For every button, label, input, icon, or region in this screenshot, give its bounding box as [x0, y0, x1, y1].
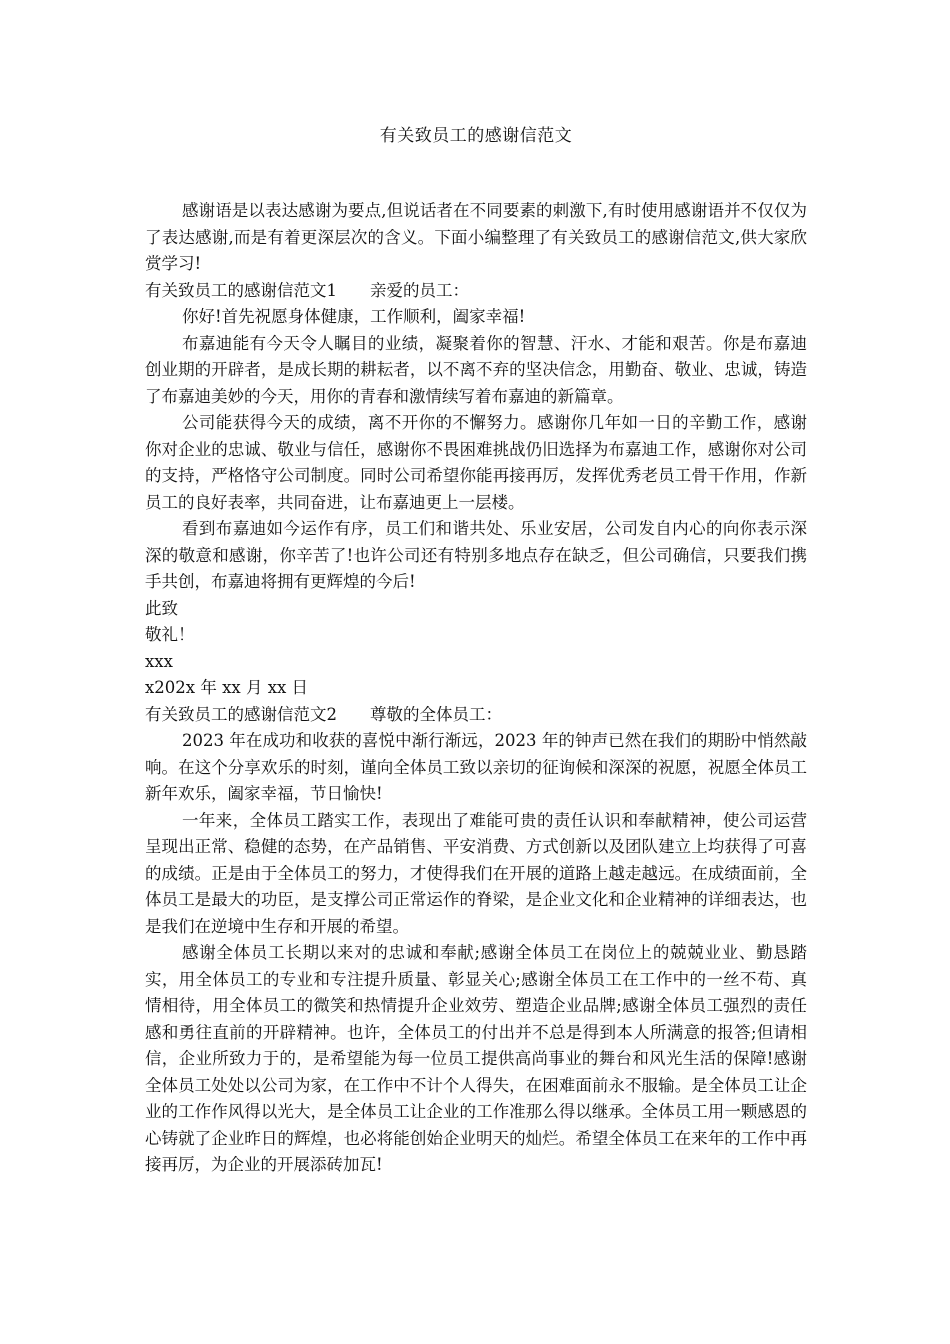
letter2-paragraph-1: 2023 年在成功和收获的喜悦中渐行渐远，2023 年的钟声已然在我们的期盼中悄然敲响。在这个分享欢乐的时刻，谨向全体员工致以亲切的征询候和深深的祝愿，祝愿全体员工新年欢乐，阖家幸福，节日愉快!	[145, 731, 807, 803]
letter1-closing-1: 此致	[145, 598, 178, 618]
letter1-closing-2: 敬礼！	[145, 625, 195, 644]
letter1-greeting: 你好!首先祝愿身体健康，工作顺利，阖家幸福!	[182, 307, 526, 326]
letter2-paragraph-2: 一年来，全体员工踏实工作，表现出了难能可贵的责任认识和奉献精神，使公司运营呈现出正常、稳健的态势，在产品销售、平安消费、方式创新以及团队建立上均获得了可喜的成绩。正是由于全体员工的努力，才使得我们在开展的道路上越走越远。在成绩面前，全体员工是最大的功臣，是支撑公司正常运作的脊梁，是企业文化和企业精神的详细表达，也是我们在逆境中生存和开展的希望。	[145, 810, 807, 936]
letter1-date: x202x 年 xx 月 xx 日	[145, 678, 309, 697]
intro-paragraph: 感谢语是以表达感谢为要点,但说话者在不同要素的刺激下,有时使用感谢语并不仅仅为了表达感谢,而是有着更深层次的含义。下面小编整理了有关致员工的感谢信范文,供大家欣赏学习!	[145, 201, 807, 273]
letter2-paragraph-3: 感谢全体员工长期以来对的忠诚和奉献;感谢全体员工在岗位上的兢兢业业、勤恳踏实，用全体员工的专业和专注提升质量、彰显关心;感谢全体员工在工作中的一丝不苟、真情相待，用全体员工的微笑和热情提升企业效劳、塑造企业品牌;感谢全体员工强烈的责任感和勇往直前的开辟精神。也许，全体员工的付出并不总是得到本人所满意的报答;但请相信，企业所致力于的，是希望能为每一位员工提供高尚事业的舞台和风光生活的保障!感谢全体员工处处以公司为家，在工作中不计个人得失，在困难面前永不服输。是全体员工让企业的工作作风得以光大，是全体员工让企业的工作准那么得以继承。全体员工用一颗感恩的心铸就了企业昨日的辉煌，也必将能创始企业明天的灿烂。希望全体员工在来年的工作中再接再厉，为企业的开展添砖加瓦!	[145, 943, 807, 1174]
document-title: 有关致员工的感谢信范文	[379, 126, 573, 146]
letter1-signer: xxx	[145, 651, 173, 671]
letter1-paragraph-3: 看到布嘉迪如今运作有序，员工们和谐共处、乐业安居，公司发自内心的向你表示深深的敬意和感谢，你辛苦了!也许公司还有特别多地点存在缺乏，但公司确信，只要我们携手共创，布嘉迪将拥有更辉煌的今后!	[145, 519, 807, 591]
letter2-heading: 有关致员工的感谢信范文2 尊敬的全体员工：	[145, 704, 502, 724]
document-body	[145, 198, 807, 1179]
letter1-paragraph-1: 布嘉迪能有今天令人瞩目的业绩，凝聚着你的智慧、汗水、才能和艰苦。你是布嘉迪创业期的开辟者，是成长期的耕耘者，以不离不弃的坚决信念，用勤奋、敬业、忠诚，铸造了布嘉迪美妙的今天，用你的青春和激情续写着布嘉迪的新篇章。	[145, 333, 807, 406]
letter1-paragraph-2: 公司能获得今天的成绩，离不开你的不懈努力。感谢你几年如一日的辛勤工作，感谢你对企业的忠诚、敬业与信任，感谢你不畏困难挑战仍旧选择为布嘉迪工作，感谢你对公司的支持，严格恪守公司制度。同时公司希望你能再接再厉，发挥优秀老员工骨干作用，作新员工的良好表率，共同奋进，让布嘉迪更上一层楼。	[145, 413, 807, 512]
letter1-heading: 有关致员工的感谢信范文1 亲爱的员工：	[145, 280, 469, 300]
